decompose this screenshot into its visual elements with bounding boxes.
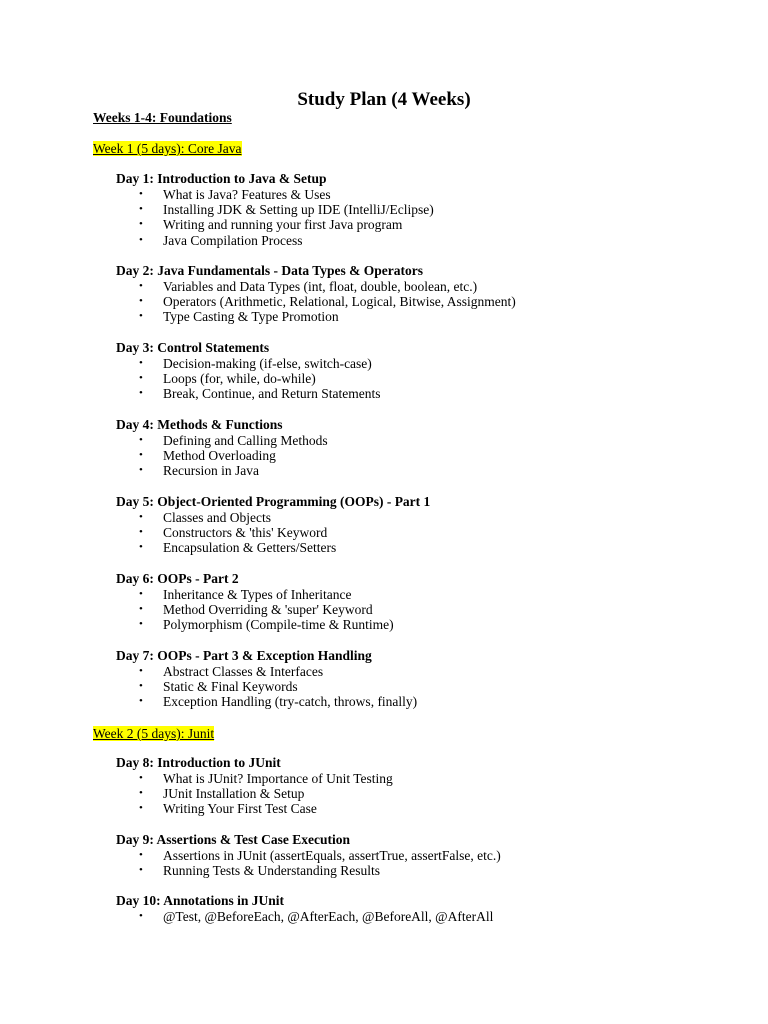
topic-text: Java Compilation Process [163,232,303,248]
bullet-icon: • [139,294,143,307]
day-section [116,263,516,325]
week-heading-label: Week 1 (5 days): Core Java [93,141,242,156]
topic-list-item [116,510,430,525]
topic-list [116,587,394,633]
day-section [116,417,328,479]
bullet-icon: • [139,618,143,631]
day-section [116,571,394,633]
topic-text: Recursion in Java [163,463,259,479]
topic-text: What is JUnit? Importance of Unit Testing [163,770,393,786]
day-section [116,648,417,710]
topic-text: @Test, @BeforeEach, @AfterEach, @BeforeAll, @AfterAll [163,908,494,924]
topic-text: Polymorphism (Compile-time & Runtime) [163,617,394,633]
topic-list-item [116,786,393,801]
topic-list-item [116,863,501,878]
day-section [116,171,434,248]
topic-text: Abstract Classes & Interfaces [163,663,324,679]
bullet-icon: • [139,448,143,461]
bullet-icon: • [139,786,143,799]
topic-text: Writing Your First Test Case [163,801,317,817]
topic-list-item [116,664,417,679]
topic-text: Encapsulation & Getters/Setters [163,540,337,556]
topic-list-item [116,848,501,863]
topic-list-item [116,448,328,463]
topic-list-item [116,294,516,309]
bullet-icon: • [139,202,143,215]
bullet-icon: • [139,218,143,231]
day-title: Day 3: Control Statements [116,340,270,355]
topic-list-item [116,187,434,202]
topic-text: Loops (for, while, do-while) [163,370,316,386]
topic-text: JUnit Installation & Setup [163,785,305,801]
topic-text: Decision-making (if-else, switch-case) [163,355,372,371]
topic-list [116,664,417,710]
bullet-icon: • [139,587,143,600]
topic-list-item [116,587,394,602]
week-heading [93,725,214,742]
day-title: Day 5: Object-Oriented Programming (OOPs) - Part 1 [116,494,431,509]
topic-list-item [116,525,430,540]
topic-list-item [116,371,380,386]
topic-list-item [116,617,394,632]
topic-text: Operators (Arithmetic, Relational, Logical, Bitwise, Assignment) [163,293,516,309]
bullet-icon: • [139,387,143,400]
day-title: Day 6: OOPs - Part 2 [116,571,239,586]
topic-text: Defining and Calling Methods [163,432,328,448]
bullet-icon: • [139,510,143,523]
bullet-icon: • [139,664,143,677]
day-title: Day 7: OOPs - Part 3 & Exception Handling [116,648,372,663]
topic-list-item [116,909,493,924]
topic-list-item [116,801,393,816]
topic-text: Installing JDK & Setting up IDE (IntelliJ/Eclipse) [163,201,434,217]
topic-list [116,187,434,249]
bullet-icon: • [139,525,143,538]
document-title: Study Plan (4 Weeks) [297,89,471,110]
topic-list [116,510,430,556]
day-section [116,893,493,924]
day-title: Day 9: Assertions & Test Case Execution [116,832,351,847]
day-title: Day 10: Annotations in JUnit [116,893,285,908]
day-section [116,494,430,556]
section-heading: Weeks 1-4: Foundations [93,110,232,125]
day-section [116,755,393,817]
week-heading-label: Week 2 (5 days): Junit [93,726,215,741]
topic-text: Exception Handling (try-catch, throws, finally) [163,694,418,710]
bullet-icon: • [139,602,143,615]
topic-text: Running Tests & Understanding Results [163,862,381,878]
topic-list [116,279,516,325]
topic-text: Break, Continue, and Return Statements [163,386,381,402]
day-title: Day 2: Java Fundamentals - Data Types & Operators [116,263,423,278]
topic-text: Classes and Objects [163,509,271,525]
topic-list [116,909,493,924]
bullet-icon: • [139,848,143,861]
bullet-icon: • [139,464,143,477]
day-title: Day 1: Introduction to Java & Setup [116,171,327,186]
bullet-icon: • [139,909,143,922]
topic-text: Inheritance & Types of Inheritance [163,586,352,602]
bullet-icon: • [139,771,143,784]
bullet-icon: • [139,233,143,246]
topic-list-item [116,356,380,371]
topic-text: What is Java? Features & Uses [163,186,331,202]
bullet-icon: • [139,695,143,708]
topic-text: Method Overriding & 'super' Keyword [163,601,373,617]
bullet-icon: • [139,310,143,323]
topic-list-item [116,679,417,694]
topic-list-item [116,433,328,448]
bullet-icon: • [139,679,143,692]
topic-text: Static & Final Keywords [163,678,298,694]
topic-text: Assertions in JUnit (assertEquals, assertTrue, assertFalse, etc.) [163,847,501,863]
day-title: Day 8: Introduction to JUnit [116,755,281,770]
topic-list-item [116,386,380,401]
topic-list-item [116,217,434,232]
topic-list-item [116,279,516,294]
bullet-icon: • [139,541,143,554]
bullet-icon: • [139,187,143,200]
topic-list [116,433,328,479]
topic-list-item [116,463,328,478]
bullet-icon: • [139,356,143,369]
topic-list-item [116,694,417,709]
bullet-icon: • [139,279,143,292]
topic-list-item [116,771,393,786]
topic-list-item [116,602,394,617]
week-heading [93,140,242,157]
day-section [116,340,380,402]
topic-text: Writing and running your first Java program [163,217,403,233]
topic-list-item [116,233,434,248]
day-title: Day 4: Methods & Functions [116,417,283,432]
topic-list [116,771,393,817]
topic-text: Variables and Data Types (int, float, double, boolean, etc.) [163,278,478,294]
topic-list [116,356,380,402]
topic-text: Constructors & 'this' Keyword [163,524,328,540]
bullet-icon: • [139,802,143,815]
topic-list-item [116,540,430,555]
bullet-icon: • [139,371,143,384]
bullet-icon: • [139,433,143,446]
topic-text: Type Casting & Type Promotion [163,309,339,325]
topic-list-item [116,202,434,217]
topic-text: Method Overloading [163,447,276,463]
bullet-icon: • [139,863,143,876]
topic-list-item [116,309,516,324]
day-section [116,832,501,878]
topic-list [116,848,501,879]
